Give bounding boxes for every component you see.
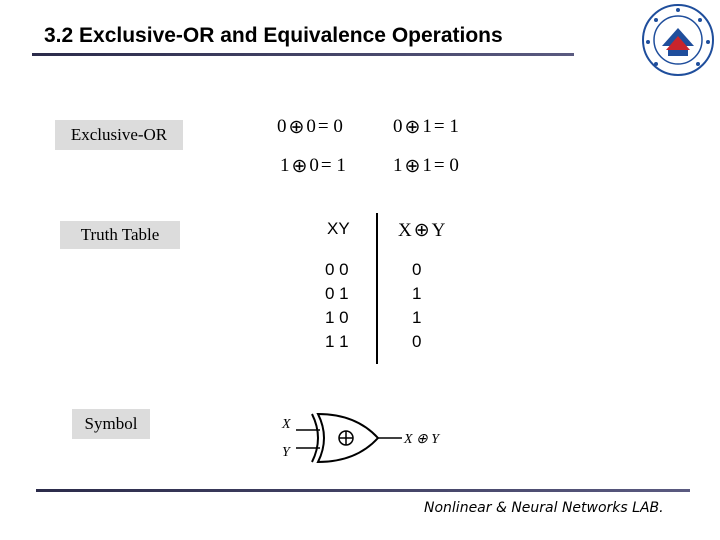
xor-operator-icon: ⊕ <box>404 155 421 177</box>
truth-table-input-cell: 0 0 <box>325 260 349 279</box>
xor-gate-symbol <box>276 408 466 468</box>
equation-result: = 1 <box>433 116 459 137</box>
truth-table-header-inputs: XY <box>327 219 350 238</box>
gate-input-x-label: X <box>282 417 291 432</box>
operand-b: 0 <box>309 155 319 176</box>
operand-a: 0 <box>277 116 287 137</box>
footer-divider <box>36 489 690 492</box>
operand-a: 1 <box>393 155 403 176</box>
equation-1-xor-0 <box>280 155 346 177</box>
operand-a: 1 <box>280 155 290 176</box>
gate-output-label: X ⊕ Y <box>404 432 440 447</box>
operand-b: 0 <box>306 116 316 137</box>
truth-table-output-cell: 0 <box>412 332 422 351</box>
operand-b: 1 <box>422 116 432 137</box>
header-y: Y <box>431 219 446 241</box>
equation-0-xor-1 <box>393 116 459 138</box>
label-exclusive-or: Exclusive-OR <box>55 120 183 150</box>
xor-operator-icon: ⊕ <box>288 116 305 138</box>
truth-table-output-column <box>412 258 421 354</box>
xor-operator-icon: ⊕ <box>404 116 421 138</box>
xor-operator-icon: ⊕ <box>413 220 430 241</box>
footer-lab-name: Nonlinear & Neural Networks LAB. <box>424 500 664 516</box>
truth-table-output-cell: 1 <box>412 308 422 327</box>
equation-result: = 0 <box>317 116 343 137</box>
equation-result: = 0 <box>433 155 459 176</box>
truth-table-input-cell: 1 0 <box>325 308 349 327</box>
slide-title: 3.2 Exclusive-OR and Equivalence Operations <box>44 24 503 47</box>
xor-operator-icon: ⊕ <box>291 155 308 177</box>
truth-table-divider <box>376 213 378 364</box>
truth-table-output-cell: 0 <box>412 260 422 279</box>
header-x: X <box>398 219 412 241</box>
operand-a: 0 <box>393 116 403 137</box>
gate-extra-arc <box>312 414 318 462</box>
truth-table-output-cell: 1 <box>412 284 422 303</box>
truth-table-input-cell: 1 1 <box>325 332 349 351</box>
university-seal-icon <box>640 2 716 78</box>
equation-0-xor-0 <box>277 116 343 138</box>
gate-input-y-label: Y <box>282 445 290 460</box>
truth-table-input-cell: 0 1 <box>325 284 349 303</box>
equation-1-xor-1 <box>393 155 459 177</box>
title-divider <box>32 53 574 56</box>
equation-result: = 1 <box>320 155 346 176</box>
label-symbol: Symbol <box>72 409 150 439</box>
truth-table-header-output <box>398 219 445 242</box>
label-truth-table: Truth Table <box>60 221 180 249</box>
truth-table-inputs-column <box>325 258 349 354</box>
operand-b: 1 <box>422 155 432 176</box>
